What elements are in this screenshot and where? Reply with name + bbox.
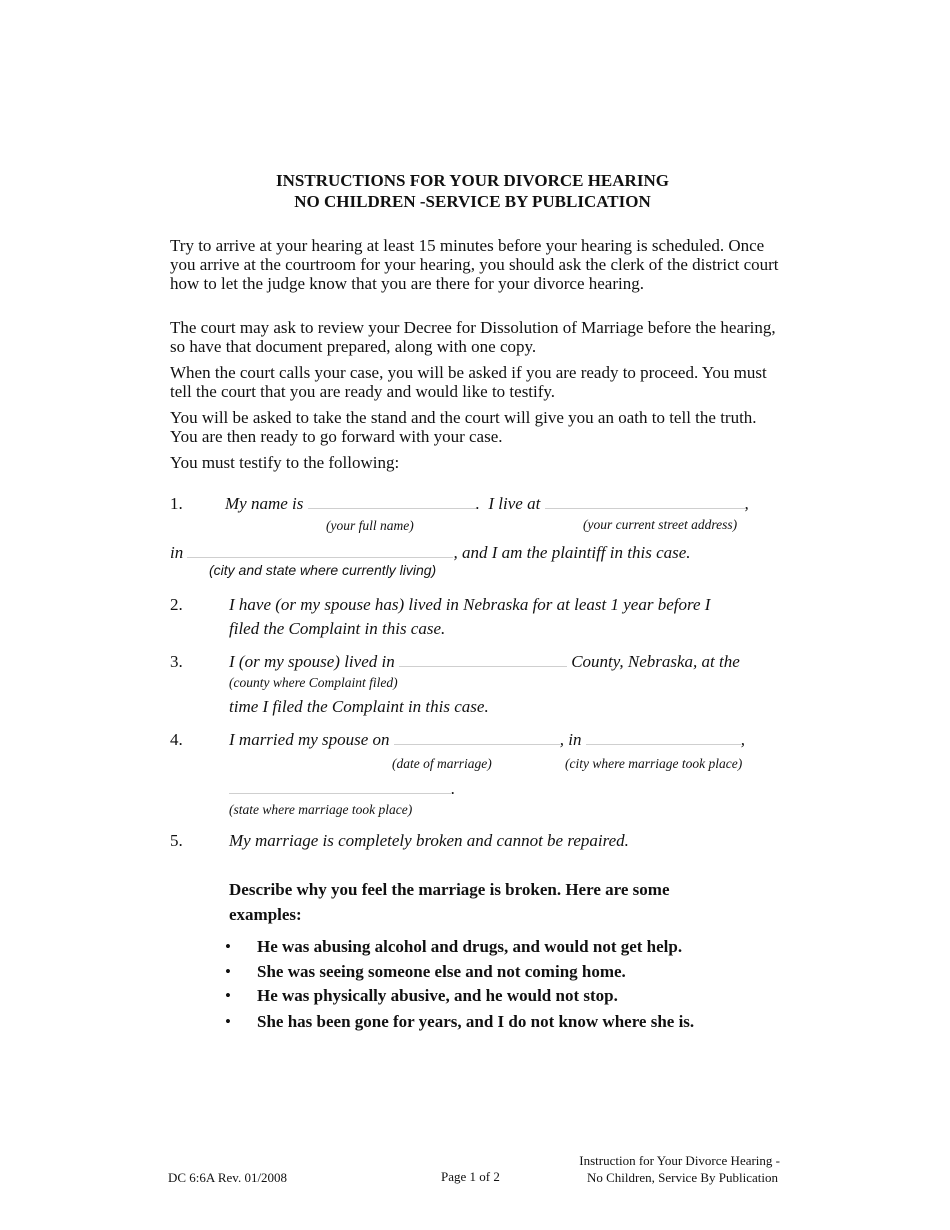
- marriage-city-blank[interactable]: [586, 730, 741, 745]
- page-title: INSTRUCTIONS FOR YOUR DIVORCE HEARING: [276, 171, 669, 190]
- in-label: , in: [559, 730, 582, 749]
- footer-doc-title-line-1: Instruction for Your Divorce Hearing -: [579, 1153, 780, 1168]
- intro-paragraph-5: You must testify to the following:: [170, 453, 400, 472]
- caption-street-address: (your current street address): [583, 517, 738, 532]
- example-item: He was abusing alcohol and drugs, and would not get help.: [257, 937, 683, 956]
- bullet-icon: •: [225, 962, 231, 981]
- item-3-number: 3.: [170, 652, 183, 671]
- item-3-line-1: [229, 652, 740, 672]
- married-on-label: I married my spouse on: [229, 730, 390, 749]
- describe-heading-line-2: examples:: [229, 905, 302, 924]
- caption-marriage-state: (state where marriage took place): [229, 802, 413, 817]
- county-nebraska-label: County, Nebraska, at the: [571, 652, 740, 671]
- item-1-line-2: [170, 543, 691, 563]
- item-5-text: My marriage is completely broken and cannot be repaired.: [229, 831, 629, 850]
- caption-city-state: (city and state where currently living): [209, 562, 437, 578]
- item-3-line-2: time I filed the Complaint in this case.: [229, 697, 489, 716]
- caption-full-name: (your full name): [326, 518, 414, 533]
- period: .: [451, 779, 456, 798]
- example-item: He was physically abusive, and he would not stop.: [257, 986, 618, 1005]
- page-subtitle: NO CHILDREN -SERVICE BY PUBLICATION: [294, 192, 651, 211]
- live-at-label: I live at: [488, 494, 541, 513]
- bullet-icon: •: [225, 986, 231, 1005]
- item-4-number: 4.: [170, 730, 183, 749]
- item-4-line-1: [229, 730, 745, 750]
- comma: ,: [740, 730, 746, 749]
- my-name-label: My name is: [225, 494, 304, 513]
- street-address-blank[interactable]: [545, 494, 745, 509]
- intro-paragraph-1: Try to arrive at your hearing at least 15 minutes before your hearing is scheduled. Once you arrive at the courtroom for your hearing, you should ask the clerk of the district court how to let the judge know that you are there for your divorce hearing.: [170, 236, 779, 293]
- intro-paragraph-2: The court may ask to review your Decree for Dissolution of Marriage before the hearing, so have that document prepared, along with one copy.: [170, 318, 776, 356]
- item-2-line-2: filed the Complaint in this case.: [229, 619, 446, 638]
- plaintiff-text: , and I am the plaintiff in this case.: [453, 543, 691, 562]
- example-item: She has been gone for years, and I do not know where she is.: [257, 1012, 695, 1031]
- item-5-number: 5.: [170, 831, 183, 850]
- item-2-line-1: I have (or my spouse has) lived in Nebraska for at least 1 year before I: [229, 595, 711, 614]
- marriage-state-blank[interactable]: [229, 779, 451, 794]
- page-number: Page 1 of 2: [441, 1169, 500, 1184]
- form-id: DC 6:6A Rev. 01/2008: [168, 1170, 288, 1185]
- bullet-icon: •: [225, 1012, 231, 1031]
- caption-marriage-city: (city where marriage took place): [565, 756, 743, 771]
- intro-paragraph-3: When the court calls your case, you will be asked if you are ready to proceed. You must tell the court that you are ready and would like to testify.: [170, 363, 767, 401]
- describe-heading-line-1: Describe why you feel the marriage is broken. Here are some: [229, 880, 670, 899]
- item-1-number: 1.: [170, 494, 183, 513]
- item-4-line-2: [229, 779, 455, 799]
- in-label: in: [170, 543, 184, 562]
- marriage-date-blank[interactable]: [394, 730, 560, 745]
- intro-paragraph-4: You will be asked to take the stand and the court will give you an oath to tell the truth. You are then ready to go forward with your case.: [170, 408, 757, 446]
- caption-county: (county where Complaint filed): [229, 675, 398, 690]
- lived-in-label: I (or my spouse) lived in: [229, 652, 395, 671]
- footer-doc-title-line-2: No Children, Service By Publication: [586, 1170, 778, 1185]
- city-state-blank[interactable]: [187, 543, 453, 558]
- item-1-line-1: [225, 494, 749, 514]
- item-2-number: 2.: [170, 595, 183, 614]
- period: .: [475, 494, 480, 513]
- full-name-blank[interactable]: [308, 494, 476, 509]
- caption-date-of-marriage: (date of marriage): [392, 756, 492, 771]
- comma: ,: [744, 494, 749, 513]
- bullet-icon: •: [225, 937, 231, 956]
- county-blank[interactable]: [399, 652, 567, 667]
- example-item: She was seeing someone else and not coming home.: [257, 962, 626, 981]
